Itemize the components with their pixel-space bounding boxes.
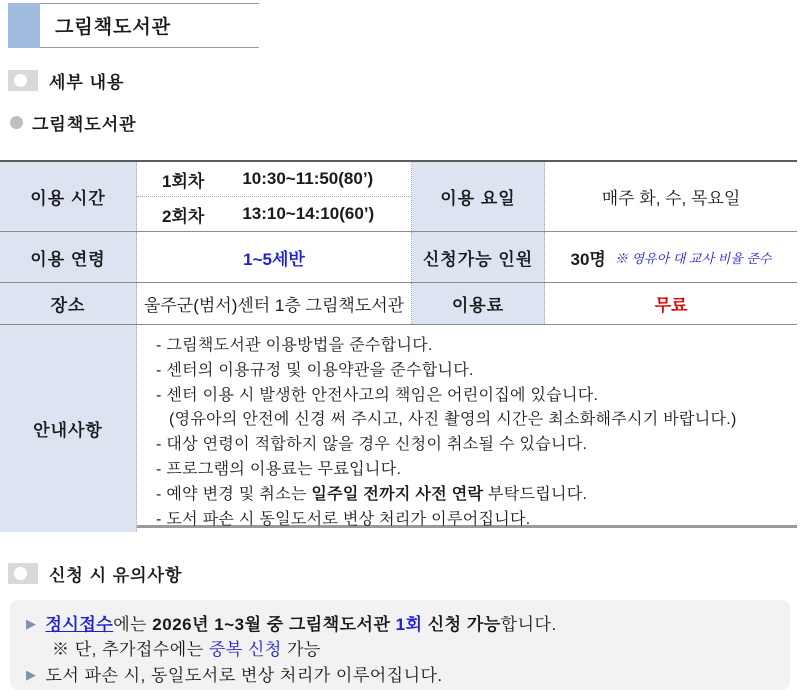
section-title-details: 세부 내용 [49,73,125,92]
page-title: 그림책도서관 [55,17,172,38]
cell-usage-time [137,162,412,231]
notice-box [10,600,790,690]
table-row-time-days [0,162,797,232]
arrow-right-icon: ▶ [26,616,37,631]
time-round-1 [137,162,411,197]
guidance-item: - 예약 변경 및 취소는 일주일 전까지 사전 연락 부탁드립니다. [156,485,588,503]
cell-capacity [545,232,797,282]
section-header-details [8,68,800,93]
info-table [0,160,797,528]
notice-line-2: ※ 단, 추가접수에는 중복 신청 가능 [52,640,321,659]
guidance-item: (영유아의 안전에 신경 써 주시고, 사진 촬영의 시간은 최소화해주시기 바랍니다.) [169,411,737,429]
fee-value: 무료 [654,296,688,315]
bullet-icon [10,116,23,129]
table-row-age-capacity [0,232,797,283]
round-2-time: 13:10~14:10(60’) [242,204,375,223]
notice-line-3: ▶ 도서 파손 시, 동일도서로 변상 처리가 이루어집니다. [26,666,443,685]
capacity-note: ※ 영유아 대 교사 비율 준수 [614,250,772,266]
subsection-title: 그림책도서관 [32,115,137,134]
notice-link-regular-registration: 정시접수 [45,615,114,634]
round-1-time: 10:30~11:50(80’) [242,169,374,188]
cell-usage-days: 매주 화, 수, 목요일 [601,189,741,208]
title-accent-square [8,3,40,48]
section-header-notice [8,561,800,586]
section-marker-icon [8,563,38,584]
circle-icon [14,74,27,87]
guidance-item: - 센터 이용 시 발생한 안전사고의 책임은 어린이집에 있습니다. [156,386,599,404]
circle-icon [14,567,27,580]
table-row-place-fee [0,283,797,325]
guidance-item: - 도서 파손 시 동일도서로 변상 처리가 이루어집니다. [156,510,531,528]
section-title-notice: 신청 시 유의사항 [49,566,183,585]
cell-place: 울주군(범서)센터 1층 그림책도서관 [137,283,412,324]
age-value: 1~5세반 [243,249,305,269]
capacity-value: 30명 [570,249,606,269]
section-marker-icon [8,70,38,91]
cell-fee [545,283,797,324]
subsection-header [10,110,800,135]
round-1-name: 1회차 [162,171,205,191]
header-cell-usage-days: 이용 요일 [412,162,545,231]
guidance-item: - 센터의 이용규정 및 이용약관을 준수합니다. [156,361,474,379]
header-cell-age: 이용 연령 [0,232,137,282]
arrow-right-icon: ▶ [26,667,37,682]
header-cell-fee: 이용료 [412,283,545,324]
header-cell-place: 장소 [0,283,137,324]
time-round-2 [137,197,411,231]
guidance-item: - 대상 연령이 적합하지 않을 경우 신청이 취소될 수 있습니다. [156,436,588,454]
header-cell-guidance: 안내사항 [0,325,137,532]
cell-age [137,232,412,282]
header-cell-usage-time: 이용 시간 [0,162,137,231]
table-row-guidance [0,325,797,528]
guidance-item: - 프로그램의 이용료는 무료입니다. [156,460,402,478]
guidance-item: - 그림책도서관 이용방법을 준수합니다. [156,337,433,354]
page-title-block [8,3,800,48]
notice-line-1: ▶ 정시접수에는 2026년 1~3월 중 그림책도서관 1회 신청 가능합니다. [26,615,557,634]
round-2-name: 2회차 [162,206,205,226]
header-cell-capacity: 신청가능 인원 [412,232,545,282]
cell-guidance [137,325,797,532]
